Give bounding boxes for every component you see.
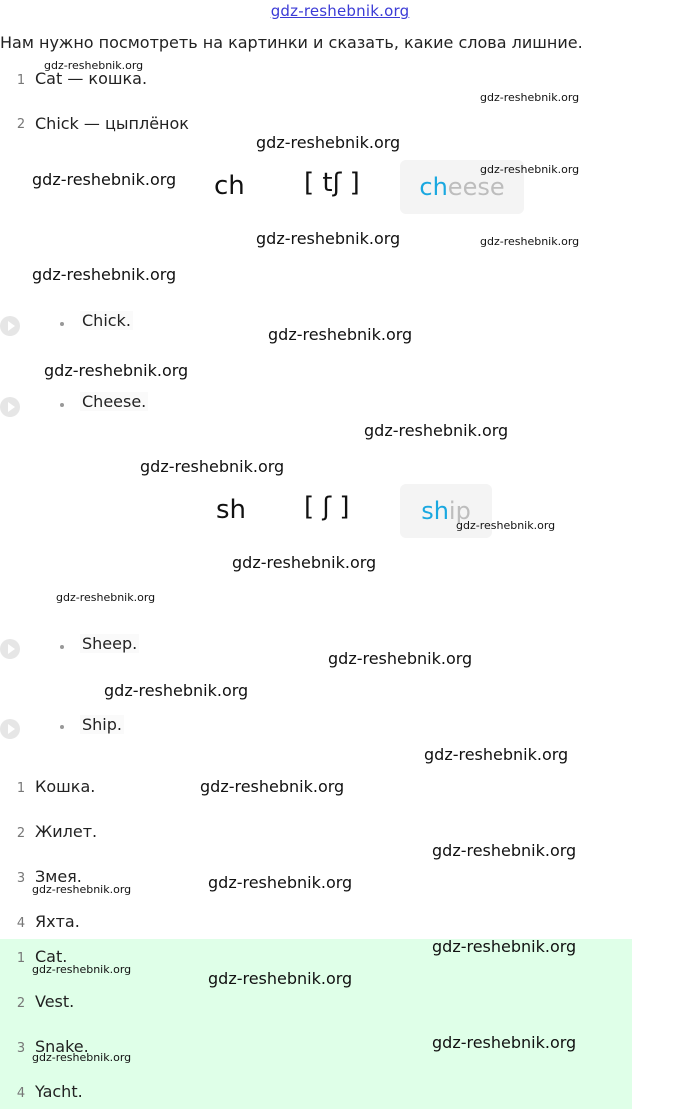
answer-item: Cat. <box>35 947 68 966</box>
sound-card-sh <box>216 484 246 536</box>
list-number: 3 <box>16 871 26 886</box>
answer-item: Yacht. <box>35 1082 83 1101</box>
watermark: gdz-reshebnik.org <box>232 553 377 572</box>
list-number: 2 <box>16 117 26 132</box>
bullet-dot-icon <box>60 403 64 407</box>
list-item: Змея. <box>35 867 82 886</box>
watermark: gdz-reshebnik.org <box>208 873 353 892</box>
bullet-dot-icon <box>60 322 64 326</box>
list-item: Яхта. <box>35 912 80 931</box>
watermark: gdz-reshebnik.org <box>56 591 156 604</box>
intro-text: Нам нужно посмотреть на картинки и сказать, какие слова лишние. <box>0 33 583 52</box>
watermark: gdz-reshebnik.org <box>44 361 189 380</box>
watermark: gdz-reshebnik.org <box>424 745 569 764</box>
watermark: gdz-reshebnik.org <box>328 649 473 668</box>
letter-combination: sh <box>216 495 247 525</box>
audio-word-label: Chick. <box>82 311 131 330</box>
answer-item: Vest. <box>35 992 75 1011</box>
site-link[interactable]: gdz-reshebnik.org <box>270 2 410 20</box>
list-number: 4 <box>16 916 26 931</box>
watermark: gdz-reshebnik.org <box>432 1033 577 1052</box>
list-item: Cat — кошка. <box>35 69 148 88</box>
watermark: gdz-reshebnik.org <box>256 229 401 248</box>
list-item: Жилет. <box>35 822 98 841</box>
watermark: gdz-reshebnik.org <box>480 91 580 104</box>
watermark: gdz-reshebnik.org <box>480 235 580 248</box>
watermark: gdz-reshebnik.org <box>432 937 577 956</box>
play-icon[interactable] <box>0 639 20 659</box>
watermark: gdz-reshebnik.org <box>32 170 177 189</box>
watermark: gdz-reshebnik.org <box>480 163 580 176</box>
watermark: gdz-reshebnik.org <box>364 421 509 440</box>
letter-combination: ch <box>214 171 245 201</box>
watermark: gdz-reshebnik.org <box>104 681 249 700</box>
list-number: 4 <box>16 1086 26 1101</box>
watermark: gdz-reshebnik.org <box>32 883 132 896</box>
watermark: gdz-reshebnik.org <box>256 133 401 152</box>
watermark: gdz-reshebnik.org <box>32 265 177 284</box>
watermark: gdz-reshebnik.org <box>44 59 144 72</box>
watermark: gdz-reshebnik.org <box>32 963 132 976</box>
watermark: gdz-reshebnik.org <box>432 841 577 860</box>
audio-word-label: Cheese. <box>82 392 147 411</box>
bullet-dot-icon <box>60 645 64 649</box>
watermark: gdz-reshebnik.org <box>200 777 345 796</box>
watermark: gdz-reshebnik.org <box>32 1051 132 1064</box>
list-number: 2 <box>16 996 26 1011</box>
list-number: 3 <box>16 1041 26 1056</box>
answer-item: Snake. <box>35 1037 89 1056</box>
list-item: Chick — цыплёнок <box>35 114 189 133</box>
list-number: 1 <box>16 951 26 966</box>
word-highlight: sh <box>421 497 449 525</box>
list-item: Кошка. <box>35 777 96 796</box>
list-number: 1 <box>16 781 26 796</box>
transcription: [ tʃ ] <box>304 168 360 198</box>
audio-word-label: Ship. <box>82 715 122 734</box>
word-highlight: ch <box>419 173 448 201</box>
word-rest: ip <box>448 497 471 525</box>
bullet-dot-icon <box>60 725 64 729</box>
watermark: gdz-reshebnik.org <box>140 457 285 476</box>
play-icon[interactable] <box>0 397 20 417</box>
audio-word-label: Sheep. <box>82 634 138 653</box>
watermark: gdz-reshebnik.org <box>208 969 353 988</box>
list-number: 1 <box>16 73 26 88</box>
play-icon[interactable] <box>0 719 20 739</box>
transcription: [ ʃ ] <box>304 492 350 522</box>
sound-card-ch <box>214 160 245 212</box>
watermark: gdz-reshebnik.org <box>456 519 556 532</box>
word-rest: eese <box>447 173 505 201</box>
watermark: gdz-reshebnik.org <box>268 325 413 344</box>
list-number: 2 <box>16 826 26 841</box>
play-icon[interactable] <box>0 316 20 336</box>
